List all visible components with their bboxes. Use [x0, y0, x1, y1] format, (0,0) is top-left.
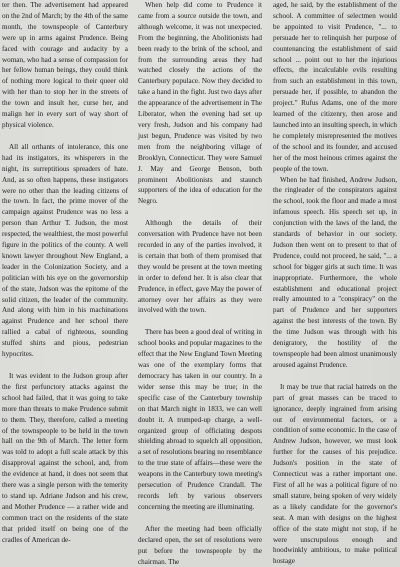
column-right — [273, 0, 397, 566]
paragraph: After the meeting had been officially declared open, the set of resolutions were put before the townspeople by the chairman. The — [138, 524, 262, 566]
column-left — [2, 0, 128, 544]
paragraph: ter then. The advertisement had appeared on the 2nd of March; by the 4th of the same month, the townspeople of Canterbury were up in arms against Prudence. Being faced with courage and audacity by a woman, who had a sense of compassion for her fellow human beings, they could think of nothing more logical to their queer old with her than to stop her in the streets of the town and insult her, curse her, and malign her in every sort of way short of physical violence. — [2, 1, 128, 129]
paragraph: aged, he said, by the establishment of the school. A committee of selectmen would be appointed to visit Prudence, "... to persuade her to relinquish her purpose of countenancing the establishment of said school ... point out to her the injurious effects, the incalculable evils resulting from such an establishment in this town, persuade her, if possible, to abandon the project." Rufus Adams, one of the more learned of the citizenry, then arose and launched into an insulting speech, in which he completely misrepresented the motives of the school and its founder, and accused her of the most heinous crimes against the people of the town. — [273, 1, 397, 173]
paragraph: It may be true that racial hatreds on the part of great masses can be traced to ignorance, deeply ingrained from arising out of environmental factors, or a condition of some economic. In the case of Andrew Judson, however, we must look further for the causes of his prejudice. Judson's position in the state of Connecticut was a rather important one. First of all he was a political figure of no small stature, being spoken of very widely as a likely candidate for the governor's seat. A man with designs on the highest office of the state might not stop, if he were unscrupulous enough and hoodwinkly ambitious, to make political hostage — [273, 382, 397, 566]
paragraph: It was evident to the Judson group after the first perfunctory attacks against the school had failed, that it was going to take more than threats to make Prudence submit to them. They, therefore, called a meeting of the townspeople to be held in the town hall on the 9th of March. The letter form was told to adopt a full scale attack by this disapproval against the school, and, from the evidence at hand, it does not seem that there was a single person with the temerity to stand up. Adriane Judson and his crew, and Mother Prudence — a rather wide and common tract on the residents of the state that prided itself on being one of the cradles of American de- — [2, 372, 128, 544]
paragraph: All all orthants of intolerance, this one had its instigators, its whisperers in the night, its surreptitious spreaders of hate. And, as so often happens, these instigators were no other than the leading citizens of the town. In fact, the prime mover of the campaign against Prudence was no less a person than Arthur T. Judson, the most respected, the wealthiest, the most powerful figure in the politics of the county. A well known lawyer throughout New England, a leader in the Colonization Society, and a politician with his eye on the governorship of the state, Judson was the epitome of the solid citizen, the leader of the community. And along with him in his machinations against Prudence and her school there rallied a cabal of righteous, sounding stuffed shirts and pious, pedestrian hypocrites. — [2, 142, 128, 359]
column-middle — [138, 0, 262, 566]
paragraph: When help did come to Prudence it came from a source outside the town, and although welcome, it was not unexpected. From the beginning, the Abolitionists had been ready to the brink of the school, and from the surrounding areas they had watched closely the actions of the Canterbury populace. Now they decided to take a hand in the fight. Just two days after the appearance of the advertisement in The Liberator, when the evening had set up very fresh, Judson and his company had just begun, Prudence was visited by two men from the neighboring village of Brooklyn, Connecticut. They were Samuel J. May and George Benson, both prominent Abolitionists and staunch supporters of the idea of education for the Negro. — [138, 1, 262, 206]
paragraph: Although the details of their conversation with Prudence have not been recorded in any of the parties involved, it is certain that both of them promised that they would be present at the town meeting in order to defend her. It is also clear that Prudence, in effect, gave May the power of attorney over her affairs as they were involved with the town. — [138, 219, 262, 315]
paragraph: There has been a good deal of writing in school books and popular magazines to the effect that the New England Town Meeting was one of the exemplary forms that democracy has taken in our country. In a wider sense this may be true; in the specific case of the Canterbury township on that March night in 1833, we can well doubt it. A trumped-up charge, a well-organized group of officiating despots shielding abroad to squelch all opposition, a set of resolutions bearing no resemblance to the true state of affairs—these were the weapons in the Canterbury town meeting's persecution of Prudence Crandall. The records left by various observers concerning the meeting are illuminating. — [138, 328, 262, 511]
paragraph: When he had finished, Andrew Judson, the ringleader of the conspirators against the school, took the floor and made a most infamous speech. His speech set up, in conjunction with the laws of the land, the standards of behavior in our society. Judson then went on to present to that of Prudence, could not proceed, he said, "... a school for bigger girls at such time. It was inappropriate. Furthermore, the whole establishment and educational project really amounted to a "conspiracy" on the part of Prudence and her supporters against the best interests of the town. By the time Judson was through with his denigratory, the hostility of the townspeople had been almost unanimously aroused against Prudence. — [273, 175, 397, 369]
